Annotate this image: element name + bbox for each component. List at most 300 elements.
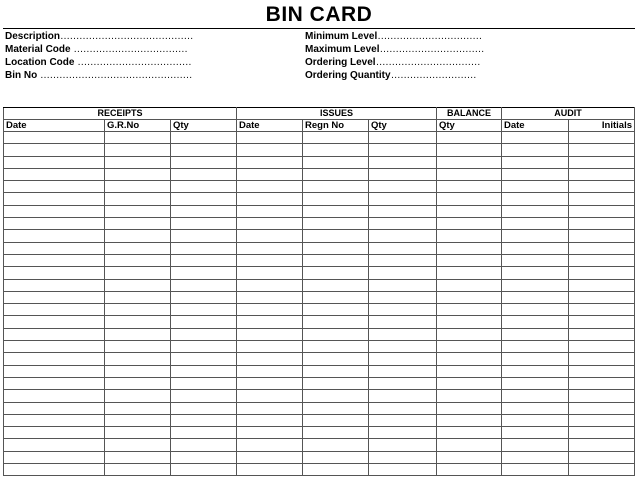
ledger-cell[interactable] [237, 230, 303, 242]
ledger-row [4, 144, 635, 156]
ledger-cell[interactable] [171, 205, 237, 217]
ledger-row [4, 181, 635, 193]
ledger-cell[interactable] [437, 267, 502, 279]
ledger-cell[interactable] [569, 390, 635, 402]
field-dots: ………………………………………… [40, 70, 192, 81]
ledger-cell[interactable] [237, 353, 303, 365]
col-audit-date: Date [502, 120, 569, 132]
ledger-cell[interactable] [237, 144, 303, 156]
ledger-row [4, 439, 635, 451]
ledger-cell[interactable] [437, 316, 502, 328]
group-issues: ISSUES [237, 108, 437, 120]
field-label: Location Code [5, 57, 75, 68]
ledger-row [4, 402, 635, 414]
ledger-cell[interactable] [303, 414, 369, 426]
ledger-cell[interactable] [4, 390, 105, 402]
ledger-cell[interactable] [369, 365, 437, 377]
ledger-cell[interactable] [569, 427, 635, 439]
ledger-cell[interactable] [303, 304, 369, 316]
ledger-cell[interactable] [369, 132, 437, 144]
ledger-cell[interactable] [4, 193, 105, 205]
ledger-cell[interactable] [303, 353, 369, 365]
ledger-cell[interactable] [4, 267, 105, 279]
ledger-cell[interactable] [303, 427, 369, 439]
ledger-cell[interactable] [303, 132, 369, 144]
ledger-cell[interactable] [437, 402, 502, 414]
ledger-cell[interactable] [237, 439, 303, 451]
field-dots: ……………………… [390, 70, 477, 81]
ledger-cell[interactable] [4, 181, 105, 193]
ledger-cell[interactable] [502, 267, 569, 279]
ledger-row [4, 341, 635, 353]
ledger-cell[interactable] [237, 242, 303, 254]
ledger-cell[interactable] [569, 132, 635, 144]
ledger-cell[interactable] [105, 242, 171, 254]
ledger-cell[interactable] [303, 254, 369, 266]
ledger-cell[interactable] [303, 341, 369, 353]
ledger-cell[interactable] [237, 414, 303, 426]
ledger-cell[interactable] [237, 181, 303, 193]
ledger-cell[interactable] [437, 205, 502, 217]
ledger-cell[interactable] [171, 377, 237, 389]
ledger-cell[interactable] [437, 451, 502, 463]
ledger-cell[interactable] [171, 353, 237, 365]
ledger-cell[interactable] [303, 390, 369, 402]
ledger-cell[interactable] [437, 156, 502, 168]
ledger-cell[interactable] [502, 365, 569, 377]
field-label: Ordering Quantity [305, 70, 391, 81]
ledger-cell[interactable] [437, 242, 502, 254]
ledger-cell[interactable] [105, 156, 171, 168]
column-header-row [4, 120, 635, 132]
ledger-row [4, 230, 635, 242]
ledger-cell[interactable] [502, 341, 569, 353]
ledger-cell[interactable] [569, 230, 635, 242]
ledger-cell[interactable] [105, 341, 171, 353]
ledger-cell[interactable] [4, 144, 105, 156]
ledger-cell[interactable] [502, 377, 569, 389]
ledger-cell[interactable] [437, 353, 502, 365]
ledger-cell[interactable] [4, 230, 105, 242]
field-location-code [5, 56, 191, 69]
ledger-cell[interactable] [105, 144, 171, 156]
ledger-cell[interactable] [437, 254, 502, 266]
ledger-cell[interactable] [369, 377, 437, 389]
ledger-cell[interactable] [237, 279, 303, 291]
ledger-cell[interactable] [369, 427, 437, 439]
ledger-cell[interactable] [105, 267, 171, 279]
ledger-cell[interactable] [369, 316, 437, 328]
ledger-cell[interactable] [303, 205, 369, 217]
ledger-cell[interactable] [569, 193, 635, 205]
group-audit: AUDIT [502, 108, 635, 120]
ledger-cell[interactable] [171, 341, 237, 353]
ledger-cell[interactable] [437, 218, 502, 230]
ledger-cell[interactable] [437, 414, 502, 426]
field-material-code [5, 43, 187, 56]
ledger-cell[interactable] [237, 193, 303, 205]
ledger-cell[interactable] [369, 304, 437, 316]
ledger-cell[interactable] [105, 218, 171, 230]
ledger-cell[interactable] [437, 365, 502, 377]
ledger-cell[interactable] [105, 353, 171, 365]
ledger-cell[interactable] [105, 230, 171, 242]
col-balance-qty: Qty [437, 120, 502, 132]
ledger-cell[interactable] [237, 168, 303, 180]
ledger-cell[interactable] [4, 254, 105, 266]
ledger-cell[interactable] [569, 316, 635, 328]
ledger-cell[interactable] [303, 279, 369, 291]
ledger-cell[interactable] [569, 365, 635, 377]
ledger-cell[interactable] [369, 193, 437, 205]
ledger-cell[interactable] [171, 181, 237, 193]
ledger-cell[interactable] [437, 439, 502, 451]
ledger-cell[interactable] [237, 267, 303, 279]
ledger-cell[interactable] [502, 218, 569, 230]
ledger-cell[interactable] [369, 267, 437, 279]
ledger-cell[interactable] [4, 353, 105, 365]
field-description [5, 30, 193, 43]
ledger-cell[interactable] [569, 304, 635, 316]
ledger-cell[interactable] [4, 328, 105, 340]
ledger-cell[interactable] [303, 193, 369, 205]
ledger-cell[interactable] [105, 377, 171, 389]
ledger-cell[interactable] [237, 328, 303, 340]
ledger-cell[interactable] [369, 230, 437, 242]
ledger-cell[interactable] [237, 451, 303, 463]
ledger-cell[interactable] [502, 205, 569, 217]
ledger-cell[interactable] [569, 218, 635, 230]
ledger-cell[interactable] [171, 168, 237, 180]
ledger-cell[interactable] [369, 291, 437, 303]
field-label: Ordering Level [305, 57, 376, 68]
ledger-cell[interactable] [437, 168, 502, 180]
ledger-cell[interactable] [502, 451, 569, 463]
ledger-row [4, 427, 635, 439]
group-receipts: RECEIPTS [4, 108, 237, 120]
ledger-cell[interactable] [369, 341, 437, 353]
ledger-cell[interactable] [237, 316, 303, 328]
ledger-cell[interactable] [4, 291, 105, 303]
ledger-cell[interactable] [237, 341, 303, 353]
ledger-row [4, 168, 635, 180]
ledger-cell[interactable] [4, 427, 105, 439]
ledger-cell[interactable] [105, 304, 171, 316]
ledger-cell[interactable] [502, 427, 569, 439]
field-label: Bin No [5, 70, 38, 81]
ledger-row [4, 267, 635, 279]
ledger-cell[interactable] [502, 242, 569, 254]
ledger-cell[interactable] [237, 377, 303, 389]
ledger-cell[interactable] [569, 144, 635, 156]
ledger-cell[interactable] [171, 304, 237, 316]
ledger-cell[interactable] [303, 451, 369, 463]
ledger-cell[interactable] [303, 267, 369, 279]
ledger-cell[interactable] [569, 377, 635, 389]
field-dots: …………………………… [377, 31, 482, 42]
ledger-cell[interactable] [502, 230, 569, 242]
ledger-cell[interactable] [105, 427, 171, 439]
ledger-cell[interactable] [502, 254, 569, 266]
ledger-cell[interactable] [502, 353, 569, 365]
field-label: Maximum Level [305, 44, 380, 55]
ledger-cell[interactable] [502, 132, 569, 144]
ledger-cell[interactable] [171, 439, 237, 451]
ledger-cell[interactable] [237, 365, 303, 377]
field-bin-no [5, 69, 192, 82]
ledger-cell[interactable] [369, 144, 437, 156]
ledger-row [4, 464, 635, 476]
ledger-cell[interactable] [369, 205, 437, 217]
ledger-row [4, 377, 635, 389]
ledger-cell[interactable] [105, 414, 171, 426]
ledger-cell[interactable] [105, 439, 171, 451]
ledger-cell[interactable] [502, 439, 569, 451]
ledger-cell[interactable] [369, 242, 437, 254]
field-label: Material Code [5, 44, 71, 55]
ledger-cell[interactable] [369, 328, 437, 340]
ledger-cell[interactable] [569, 242, 635, 254]
page-title: BIN CARD [265, 3, 373, 26]
ledger-cell[interactable] [502, 328, 569, 340]
ledger-cell[interactable] [171, 427, 237, 439]
ledger-cell[interactable] [171, 414, 237, 426]
ledger-cell[interactable] [105, 328, 171, 340]
ledger-cell[interactable] [502, 390, 569, 402]
ledger-cell[interactable] [569, 341, 635, 353]
ledger-cell[interactable] [4, 218, 105, 230]
ledger-cell[interactable] [569, 402, 635, 414]
ledger-row [4, 205, 635, 217]
ledger-cell[interactable] [105, 205, 171, 217]
ledger-cell[interactable] [502, 291, 569, 303]
ledger-cell[interactable] [237, 304, 303, 316]
ledger-cell[interactable] [303, 464, 369, 476]
ledger-cell[interactable] [171, 390, 237, 402]
ledger-cell[interactable] [105, 402, 171, 414]
field-minimum-level [305, 30, 482, 43]
ledger-cell[interactable] [237, 132, 303, 144]
ledger-cell[interactable] [437, 279, 502, 291]
ledger-cell[interactable] [569, 181, 635, 193]
ledger-cell[interactable] [105, 390, 171, 402]
ledger-cell[interactable] [105, 181, 171, 193]
ledger-cell[interactable] [171, 291, 237, 303]
ledger-cell[interactable] [502, 168, 569, 180]
ledger-cell[interactable] [171, 328, 237, 340]
ledger-cell[interactable] [569, 328, 635, 340]
ledger-cell[interactable] [502, 402, 569, 414]
ledger-cell[interactable] [369, 390, 437, 402]
ledger-cell[interactable] [4, 439, 105, 451]
ledger-cell[interactable] [105, 291, 171, 303]
ledger-cell[interactable] [105, 365, 171, 377]
ledger-cell[interactable] [369, 353, 437, 365]
ledger-cell[interactable] [4, 414, 105, 426]
ledger-cell[interactable] [171, 218, 237, 230]
ledger-cell[interactable] [437, 291, 502, 303]
ledger-cell[interactable] [303, 168, 369, 180]
ledger-cell[interactable] [171, 365, 237, 377]
ledger-cell[interactable] [502, 144, 569, 156]
ledger-cell[interactable] [171, 464, 237, 476]
ledger-cell[interactable] [105, 168, 171, 180]
ledger-cell[interactable] [171, 451, 237, 463]
ledger-cell[interactable] [369, 279, 437, 291]
ledger-cell[interactable] [502, 464, 569, 476]
ledger-cell[interactable] [105, 464, 171, 476]
ledger-cell[interactable] [569, 353, 635, 365]
ledger-cell[interactable] [237, 254, 303, 266]
field-label: Description [5, 31, 61, 42]
ledger-cell[interactable] [4, 451, 105, 463]
ledger-cell[interactable] [569, 205, 635, 217]
ledger-cell[interactable] [171, 144, 237, 156]
ledger-cell[interactable] [4, 464, 105, 476]
ledger-row [4, 242, 635, 254]
ledger-cell[interactable] [237, 291, 303, 303]
ledger-cell[interactable] [437, 144, 502, 156]
ledger-cell[interactable] [171, 267, 237, 279]
col-receipt-qty: Qty [171, 120, 237, 132]
ledger-cell[interactable] [437, 377, 502, 389]
ledger-cell[interactable] [369, 451, 437, 463]
group-header-row [4, 108, 635, 120]
ledger-row [4, 328, 635, 340]
ledger-cell[interactable] [237, 390, 303, 402]
ledger-cell[interactable] [171, 279, 237, 291]
ledger-cell[interactable] [303, 365, 369, 377]
field-dots: …………………………… [375, 57, 481, 68]
ledger-cell[interactable] [303, 291, 369, 303]
ledger-cell[interactable] [569, 451, 635, 463]
ledger-cell[interactable] [4, 341, 105, 353]
ledger-row [4, 304, 635, 316]
ledger-cell[interactable] [105, 193, 171, 205]
ledger-cell[interactable] [4, 402, 105, 414]
ledger-cell[interactable] [437, 304, 502, 316]
ledger-cell[interactable] [237, 464, 303, 476]
ledger-cell[interactable] [303, 144, 369, 156]
ledger-cell[interactable] [171, 402, 237, 414]
ledger-row [4, 414, 635, 426]
ledger-cell[interactable] [237, 427, 303, 439]
ledger-cell[interactable] [369, 181, 437, 193]
ledger-cell[interactable] [369, 254, 437, 266]
ledger-cell[interactable] [303, 316, 369, 328]
ledger-cell[interactable] [105, 132, 171, 144]
ledger-cell[interactable] [437, 464, 502, 476]
ledger-cell[interactable] [569, 267, 635, 279]
ledger-cell[interactable] [105, 451, 171, 463]
ledger-cell[interactable] [502, 414, 569, 426]
ledger-cell[interactable] [502, 193, 569, 205]
field-maximum-level [305, 43, 484, 56]
ledger-cell[interactable] [369, 414, 437, 426]
ledger-cell[interactable] [237, 402, 303, 414]
ledger-cell[interactable] [105, 316, 171, 328]
ledger-cell[interactable] [437, 328, 502, 340]
ledger-cell[interactable] [502, 181, 569, 193]
ledger-cell[interactable] [303, 242, 369, 254]
ledger-cell[interactable] [369, 439, 437, 451]
ledger-cell[interactable] [569, 464, 635, 476]
ledger-cell[interactable] [437, 341, 502, 353]
ledger-cell[interactable] [369, 218, 437, 230]
ledger-cell[interactable] [171, 156, 237, 168]
ledger-cell[interactable] [303, 156, 369, 168]
ledger-cell[interactable] [171, 316, 237, 328]
ledger-cell[interactable] [303, 230, 369, 242]
col-receipt-date: Date [4, 120, 105, 132]
ledger-cell[interactable] [4, 377, 105, 389]
group-balance: BALANCE [437, 108, 502, 120]
ledger-cell[interactable] [4, 156, 105, 168]
ledger-cell[interactable] [303, 402, 369, 414]
ledger-cell[interactable] [569, 168, 635, 180]
ledger-cell[interactable] [569, 291, 635, 303]
ledger-cell[interactable] [437, 181, 502, 193]
ledger-cell[interactable] [171, 242, 237, 254]
ledger-cell[interactable] [4, 304, 105, 316]
ledger-cell[interactable] [303, 439, 369, 451]
ledger-cell[interactable] [171, 193, 237, 205]
ledger-cell[interactable] [437, 132, 502, 144]
ledger-cell[interactable] [4, 316, 105, 328]
ledger-cell[interactable] [369, 168, 437, 180]
ledger-cell[interactable] [369, 464, 437, 476]
field-ordering-quantity [305, 69, 476, 82]
ledger-cell[interactable] [4, 205, 105, 217]
ledger-cell[interactable] [303, 377, 369, 389]
ledger-cell[interactable] [4, 168, 105, 180]
ledger-cell[interactable] [171, 254, 237, 266]
ledger-cell[interactable] [569, 439, 635, 451]
ledger-cell[interactable] [569, 279, 635, 291]
ledger-cell[interactable] [303, 218, 369, 230]
ledger-cell[interactable] [437, 230, 502, 242]
ledger-cell[interactable] [437, 390, 502, 402]
ledger-cell[interactable] [569, 414, 635, 426]
ledger-cell[interactable] [105, 279, 171, 291]
ledger-cell[interactable] [502, 304, 569, 316]
ledger-cell[interactable] [237, 218, 303, 230]
ledger-cell[interactable] [569, 156, 635, 168]
ledger-cell[interactable] [569, 254, 635, 266]
ledger-row [4, 279, 635, 291]
ledger-cell[interactable] [4, 279, 105, 291]
ledger-cell[interactable] [105, 254, 171, 266]
ledger-cell[interactable] [4, 132, 105, 144]
ledger-cell[interactable] [437, 193, 502, 205]
ledger-cell[interactable] [303, 181, 369, 193]
ledger-cell[interactable] [369, 402, 437, 414]
ledger-cell[interactable] [437, 427, 502, 439]
ledger-cell[interactable] [237, 156, 303, 168]
ledger-cell[interactable] [369, 156, 437, 168]
ledger-cell[interactable] [502, 279, 569, 291]
ledger-cell[interactable] [502, 156, 569, 168]
ledger-cell[interactable] [237, 205, 303, 217]
ledger-cell[interactable] [502, 316, 569, 328]
ledger-cell[interactable] [4, 242, 105, 254]
ledger-cell[interactable] [303, 328, 369, 340]
ledger-cell[interactable] [4, 365, 105, 377]
ledger-row [4, 218, 635, 230]
ledger-cell[interactable] [171, 132, 237, 144]
ledger-cell[interactable] [171, 230, 237, 242]
ledger-row [4, 156, 635, 168]
